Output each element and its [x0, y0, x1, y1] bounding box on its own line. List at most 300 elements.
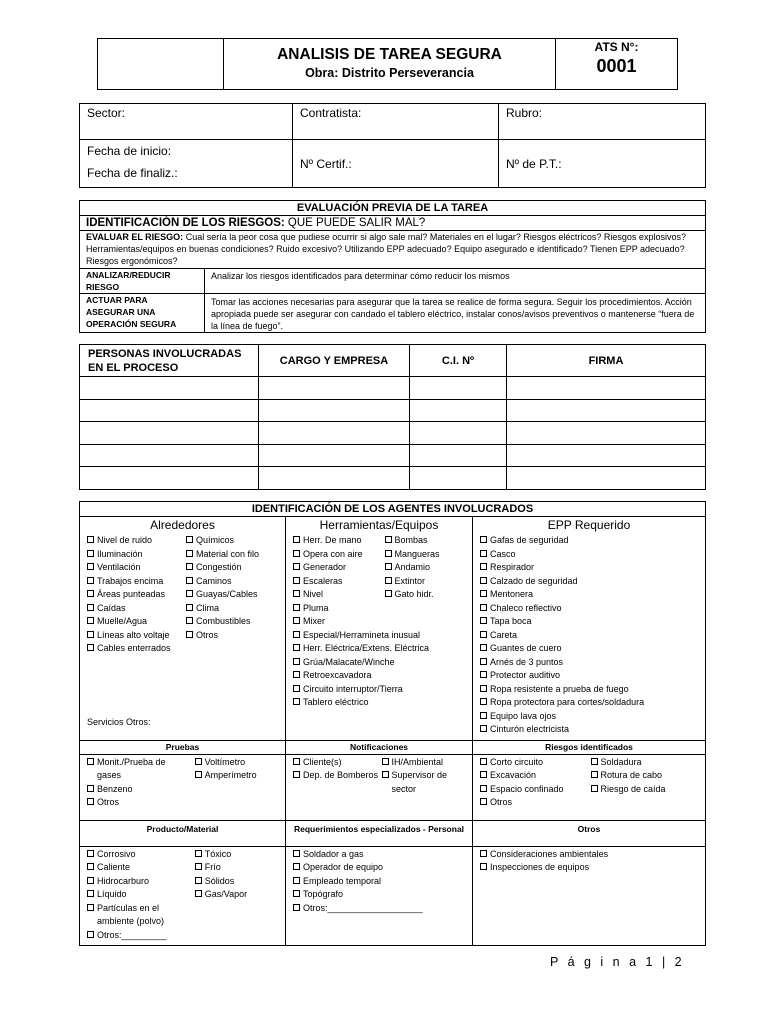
- checkbox-icon[interactable]: [186, 536, 193, 543]
- checkbox-label: Monit./Prueba de gases: [97, 756, 166, 780]
- checkbox-item[interactable]: [293, 575, 377, 589]
- alrededores-header: Alrededores: [80, 517, 286, 534]
- checkbox-label: Extintor: [394, 575, 426, 586]
- checkbox-item[interactable]: [186, 602, 281, 616]
- checkbox-label: Amperímetro: [204, 770, 257, 780]
- checkbox-icon[interactable]: [87, 931, 94, 938]
- checkbox-item[interactable]: [480, 588, 701, 602]
- ci-cell[interactable]: [410, 444, 507, 467]
- checkbox-icon[interactable]: [87, 785, 94, 792]
- checkbox-label: Soldador a gas: [303, 848, 364, 859]
- checkbox-item[interactable]: [293, 683, 468, 697]
- checkbox-item[interactable]: [87, 548, 182, 562]
- checkbox-icon[interactable]: [87, 563, 94, 570]
- checkbox-icon[interactable]: [480, 563, 487, 570]
- herramientas-list-full: [293, 602, 468, 710]
- checkbox-label: Supervisor de sector: [391, 770, 448, 794]
- requerimientos-list: [293, 848, 468, 916]
- notificaciones-header: Notificaciones: [286, 740, 473, 754]
- checkbox-item[interactable]: [87, 796, 191, 810]
- checkbox-icon[interactable]: [591, 785, 598, 792]
- checkbox-item[interactable]: [480, 710, 701, 724]
- rubro-field[interactable]: Rubro:: [499, 104, 706, 140]
- sector-field[interactable]: Sector:: [80, 104, 293, 140]
- checkbox-icon[interactable]: [195, 863, 202, 870]
- checkbox-label: Careta: [490, 629, 518, 640]
- checkbox-item[interactable]: [195, 756, 281, 770]
- checkbox-icon[interactable]: [87, 550, 94, 557]
- checkbox-item[interactable]: [293, 534, 377, 548]
- checkbox-icon[interactable]: [87, 877, 94, 884]
- checkbox-label: Tablero eléctrico: [303, 697, 369, 707]
- info-table: [79, 103, 706, 188]
- checkbox-icon[interactable]: [87, 604, 94, 611]
- checkbox-icon[interactable]: [87, 890, 94, 897]
- checkbox-icon[interactable]: [293, 671, 300, 678]
- checkbox-icon[interactable]: [293, 604, 300, 611]
- checkbox-item[interactable]: [480, 642, 701, 656]
- table-row: [80, 422, 706, 445]
- checkbox-icon[interactable]: [195, 890, 202, 897]
- checkbox-icon[interactable]: [293, 685, 300, 692]
- ats-label: ATS N°:: [594, 40, 639, 54]
- checkbox-icon[interactable]: [186, 617, 193, 624]
- checkbox-item[interactable]: [293, 588, 377, 602]
- checkbox-icon[interactable]: [385, 577, 392, 584]
- checkbox-icon[interactable]: [480, 725, 487, 732]
- checkbox-icon[interactable]: [293, 536, 300, 543]
- checkbox-label: Topógrafo: [303, 889, 344, 899]
- firma-cell[interactable]: [507, 467, 706, 490]
- checkbox-icon[interactable]: [385, 550, 392, 557]
- certif-label: Nº Certif.:: [300, 156, 352, 171]
- checkbox-item[interactable]: [293, 561, 377, 575]
- checkbox-item[interactable]: [195, 769, 281, 783]
- actuar-text: Tomar las acciones necesarias para asegurar que la tarea se realice de forma segura. Seguir los procedimientos. Acción apropiada puede ser asegurar con candado el tablero eléctrico, instalar conos/avisos preventivos o mantenerse “fuera de la línea de fuego”.: [205, 294, 706, 333]
- producto-cell: [80, 846, 286, 946]
- checkbox-label: Nivel de ruido: [97, 535, 153, 545]
- checkbox-item[interactable]: [293, 629, 468, 643]
- checkbox-label: Grúa/Malacate/Winche: [303, 656, 395, 667]
- checkbox-icon[interactable]: [480, 798, 487, 805]
- checkbox-item[interactable]: [87, 848, 195, 862]
- ci-cell[interactable]: [410, 422, 507, 445]
- persona-cell[interactable]: [80, 444, 259, 467]
- otros-list: [480, 848, 701, 875]
- checkbox-icon[interactable]: [293, 771, 300, 778]
- checkbox-label: Retroexcavadora: [303, 670, 372, 680]
- checkbox-item[interactable]: [385, 575, 469, 589]
- checkbox-item[interactable]: [480, 656, 701, 670]
- checkbox-item[interactable]: [480, 723, 701, 737]
- checkbox-label: Clima: [196, 602, 220, 613]
- checkbox-icon[interactable]: [293, 904, 300, 911]
- checkbox-icon[interactable]: [480, 550, 487, 557]
- checkbox-item[interactable]: [87, 534, 182, 548]
- ci-cell[interactable]: [410, 399, 507, 422]
- checkbox-label: Excavación: [490, 770, 537, 780]
- checkbox-item[interactable]: [195, 861, 281, 875]
- checkbox-icon[interactable]: [195, 877, 202, 884]
- checkbox-item[interactable]: [87, 902, 195, 929]
- persona-cell[interactable]: [80, 399, 259, 422]
- checkbox-label: Rotura de cabo: [600, 770, 663, 780]
- pt-field[interactable]: [499, 140, 706, 188]
- dates-cell: [80, 140, 293, 188]
- checkbox-item[interactable]: [480, 756, 591, 770]
- checkbox-icon[interactable]: [186, 604, 193, 611]
- requerimientos-header: Requerimientos especializados - Personal: [286, 820, 473, 846]
- checkbox-label: Arnés de 3 puntos: [490, 656, 564, 667]
- checkbox-item[interactable]: [87, 642, 182, 656]
- checkbox-item[interactable]: [480, 769, 591, 783]
- checkbox-item[interactable]: [293, 861, 468, 875]
- checkbox-icon[interactable]: [480, 771, 487, 778]
- checkbox-label: Ventilación: [97, 562, 141, 572]
- checkbox-icon[interactable]: [480, 604, 487, 611]
- checkbox-item[interactable]: [385, 561, 469, 575]
- cargo-cell[interactable]: [259, 399, 410, 422]
- fecha-finaliz-field[interactable]: Fecha de finaliz.:: [87, 166, 178, 180]
- checkbox-icon[interactable]: [87, 758, 94, 765]
- epp-header: EPP Requerido: [473, 517, 706, 534]
- checkbox-item[interactable]: [480, 548, 701, 562]
- checkbox-icon[interactable]: [591, 771, 598, 778]
- checkbox-icon[interactable]: [87, 577, 94, 584]
- checkbox-label: Sólidos: [204, 875, 235, 886]
- checkbox-item[interactable]: [87, 588, 182, 602]
- checkbox-icon[interactable]: [293, 550, 300, 557]
- checkbox-label: Material con filo: [196, 548, 260, 559]
- table-row: [80, 399, 706, 422]
- header-table: [97, 38, 678, 90]
- cargo-cell[interactable]: [259, 422, 410, 445]
- herramientas-list-b: [377, 534, 469, 602]
- checkbox-icon[interactable]: [480, 850, 487, 857]
- checkbox-label: Bombas: [394, 535, 428, 545]
- checkbox-label: Mixer: [303, 616, 325, 626]
- checkbox-icon[interactable]: [480, 590, 487, 597]
- alrededores-cell: [80, 533, 286, 740]
- persona-cell[interactable]: [80, 377, 259, 400]
- ident-riesgos-row: [80, 216, 706, 231]
- checkbox-label: Benzeno: [97, 783, 133, 794]
- ci-header: C.I. Nº: [410, 345, 507, 377]
- checkbox-label: Espacio confinado: [490, 783, 564, 794]
- title-cell: [224, 39, 556, 90]
- checkbox-label: Mentonera: [490, 589, 534, 599]
- certif-field[interactable]: [293, 140, 499, 188]
- document-title: ANALISIS DE TAREA SEGURA: [277, 46, 502, 63]
- firma-header: FIRMA: [507, 345, 706, 377]
- checkbox-item[interactable]: [480, 561, 701, 575]
- checkbox-icon[interactable]: [293, 644, 300, 651]
- checkbox-label: Calzado de seguridad: [490, 575, 578, 586]
- contratista-field[interactable]: Contratista:: [293, 104, 499, 140]
- checkbox-item[interactable]: [87, 602, 182, 616]
- checkbox-icon[interactable]: [293, 698, 300, 705]
- evaluar-riesgo-label: EVALUAR EL RIESGO:: [86, 232, 184, 242]
- checkbox-item[interactable]: [480, 783, 591, 797]
- checkbox-icon[interactable]: [186, 577, 193, 584]
- herramientas-cell: [286, 533, 473, 740]
- firma-cell[interactable]: [507, 422, 706, 445]
- checkbox-icon[interactable]: [382, 758, 389, 765]
- checkbox-icon[interactable]: [293, 863, 300, 870]
- checkbox-label: Caídas: [97, 602, 126, 613]
- checkbox-icon[interactable]: [293, 890, 300, 897]
- checkbox-label: Caliente: [97, 862, 131, 872]
- checkbox-item[interactable]: [385, 534, 469, 548]
- checkbox-icon[interactable]: [293, 658, 300, 665]
- cargo-cell[interactable]: [259, 467, 410, 490]
- checkbox-icon[interactable]: [480, 712, 487, 719]
- checkbox-item[interactable]: [186, 548, 281, 562]
- checkbox-icon[interactable]: [186, 631, 193, 638]
- checkbox-label: Operador de equipo: [303, 862, 384, 872]
- servicios-otros-field[interactable]: Servicios Otros:: [87, 717, 151, 727]
- checkbox-label: Dep. de Bomberos: [303, 770, 379, 780]
- checkbox-item[interactable]: [480, 861, 701, 875]
- firma-cell[interactable]: [507, 444, 706, 467]
- checkbox-icon[interactable]: [87, 617, 94, 624]
- checkbox-icon[interactable]: [480, 536, 487, 543]
- checkbox-icon[interactable]: [195, 850, 202, 857]
- otros-header: Otros: [473, 820, 706, 846]
- evaluar-riesgo-text: Cual sería la peor cosa que pudiese ocurrir si algo sale mal? Materiales en el lugar? Riesgos eléctricos? Riesgos explosivos? Herramientas/equipos en buenas condiciones? Ruido excesivo? Utilizando EPP adecuado? Equipo asegurado e identificado? Tienen EPP adecuado? Riesgos ergonómicos?: [86, 232, 686, 266]
- checkbox-item[interactable]: [87, 756, 191, 783]
- checkbox-label: Hidrocarburo: [97, 875, 150, 886]
- checkbox-item[interactable]: [382, 756, 469, 770]
- checkbox-label: Líquido: [97, 889, 127, 899]
- checkbox-item[interactable]: [480, 615, 701, 629]
- checkbox-icon[interactable]: [87, 536, 94, 543]
- checkbox-item[interactable]: [293, 548, 377, 562]
- checkbox-item[interactable]: [480, 683, 701, 697]
- checkbox-item[interactable]: [385, 588, 469, 602]
- checkbox-label: Generador: [303, 562, 347, 572]
- agentes-title: IDENTIFICACIÓN DE LOS AGENTES INVOLUCRADOS: [80, 502, 706, 517]
- checkbox-label: Tóxico: [204, 848, 232, 859]
- checkbox-label: Otros: [97, 797, 120, 807]
- checkbox-item[interactable]: [87, 561, 182, 575]
- checkbox-icon[interactable]: [385, 536, 392, 543]
- notificaciones-cell: [286, 754, 473, 820]
- table-row: [80, 444, 706, 467]
- checkbox-icon[interactable]: [195, 758, 202, 765]
- checkbox-label: Congestión: [196, 562, 242, 572]
- checkbox-icon[interactable]: [480, 785, 487, 792]
- notificaciones-list-b: [380, 756, 469, 797]
- checkbox-icon[interactable]: [480, 617, 487, 624]
- checkbox-label: Voltímetro: [204, 756, 246, 767]
- checkbox-label: Partículas en el ambiente (polvo): [97, 902, 165, 926]
- checkbox-item[interactable]: [480, 629, 701, 643]
- checkbox-label: Equipo lava ojos: [490, 710, 557, 721]
- checkbox-icon[interactable]: [480, 658, 487, 665]
- checkbox-icon[interactable]: [186, 550, 193, 557]
- checkbox-item[interactable]: [87, 888, 195, 902]
- checkbox-item[interactable]: [293, 756, 380, 770]
- checkbox-icon[interactable]: [480, 685, 487, 692]
- checkbox-icon[interactable]: [186, 563, 193, 570]
- riesgos-cell: [473, 754, 706, 820]
- epp-list: [480, 534, 701, 737]
- checkbox-label: Ropa protectora para cortes/soldadura: [490, 697, 645, 707]
- checkbox-item[interactable]: [293, 602, 468, 616]
- checkbox-icon[interactable]: [385, 590, 392, 597]
- riesgos-list-a: [480, 756, 591, 810]
- checkbox-icon[interactable]: [480, 698, 487, 705]
- checkbox-item[interactable]: [87, 629, 182, 643]
- checkbox-icon[interactable]: [480, 671, 487, 678]
- checkbox-icon[interactable]: [87, 850, 94, 857]
- otros-cell: [473, 846, 706, 946]
- checkbox-item[interactable]: [293, 902, 468, 916]
- checkbox-item[interactable]: [195, 888, 281, 902]
- checkbox-icon[interactable]: [480, 577, 487, 584]
- checkbox-item[interactable]: [480, 669, 701, 683]
- checkbox-item[interactable]: [186, 575, 281, 589]
- checkbox-icon[interactable]: [293, 850, 300, 857]
- checkbox-item[interactable]: [87, 783, 191, 797]
- riesgos-header: Riesgos identificados: [473, 740, 706, 754]
- checkbox-item[interactable]: [293, 769, 380, 783]
- checkbox-item[interactable]: [186, 561, 281, 575]
- checkbox-label: Pluma: [303, 602, 329, 613]
- checkbox-icon[interactable]: [87, 863, 94, 870]
- checkbox-item[interactable]: [186, 534, 281, 548]
- checkbox-icon[interactable]: [293, 631, 300, 638]
- checkbox-label: Cables enterrados: [97, 643, 171, 653]
- checkbox-item[interactable]: [87, 861, 195, 875]
- ats-number[interactable]: 0001: [596, 56, 637, 76]
- checkbox-icon[interactable]: [591, 758, 598, 765]
- persona-cell[interactable]: [80, 422, 259, 445]
- checkbox-label: Circuito interruptor/Tierra: [303, 683, 403, 694]
- checkbox-item[interactable]: [382, 769, 469, 796]
- checkbox-icon[interactable]: [293, 877, 300, 884]
- producto-list-b: [195, 848, 281, 943]
- checkbox-item[interactable]: [480, 575, 701, 589]
- checkbox-icon[interactable]: [480, 758, 487, 765]
- checkbox-icon[interactable]: [195, 771, 202, 778]
- checkbox-icon[interactable]: [480, 631, 487, 638]
- checkbox-item[interactable]: [186, 615, 281, 629]
- checkbox-item[interactable]: [186, 588, 281, 602]
- checkbox-label: Otros: [490, 797, 513, 807]
- checkbox-label: Escaleras: [303, 575, 343, 586]
- checkbox-label: Otros:___________________: [303, 902, 423, 913]
- checkbox-icon[interactable]: [87, 590, 94, 597]
- cargo-cell[interactable]: [259, 444, 410, 467]
- checkbox-item[interactable]: [591, 769, 702, 783]
- checkbox-item[interactable]: [186, 629, 281, 643]
- checkbox-item[interactable]: [195, 875, 281, 889]
- checkbox-label: Consideraciones ambientales: [490, 848, 609, 859]
- checkbox-item[interactable]: [293, 656, 468, 670]
- checkbox-item[interactable]: [480, 534, 701, 548]
- checkbox-item[interactable]: [480, 848, 701, 862]
- pruebas-list-a: [87, 756, 191, 810]
- checkbox-label: Inspecciones de equipos: [490, 862, 590, 872]
- checkbox-label: Gato hidr.: [394, 589, 434, 599]
- checkbox-icon[interactable]: [87, 644, 94, 651]
- checkbox-item[interactable]: [591, 783, 702, 797]
- checkbox-item[interactable]: [87, 615, 182, 629]
- checkbox-label: Soldadura: [600, 756, 642, 767]
- checkbox-icon[interactable]: [480, 863, 487, 870]
- checkbox-item[interactable]: [293, 615, 468, 629]
- checkbox-item[interactable]: [293, 848, 468, 862]
- logo-cell: [98, 39, 224, 90]
- checkbox-label: Nivel: [303, 589, 324, 599]
- checkbox-item[interactable]: [87, 929, 195, 943]
- checkbox-label: Respirador: [490, 562, 535, 572]
- checkbox-label: Caminos: [196, 575, 232, 586]
- checkbox-label: Tapa boca: [490, 616, 532, 626]
- analizar-label: ANALIZAR/REDUCIR RIESGO: [80, 269, 205, 294]
- checkbox-label: Especial/Herramineta inusual: [303, 629, 421, 640]
- checkbox-icon[interactable]: [87, 631, 94, 638]
- checkbox-icon[interactable]: [293, 617, 300, 624]
- checkbox-label: Opera con aire: [303, 548, 363, 559]
- pruebas-header: Pruebas: [80, 740, 286, 754]
- cargo-cell[interactable]: [259, 377, 410, 400]
- ats-cell: [556, 39, 678, 90]
- firma-cell[interactable]: [507, 399, 706, 422]
- checkbox-item[interactable]: [480, 696, 701, 710]
- alrededores-list-b: [182, 534, 281, 656]
- checkbox-icon[interactable]: [186, 590, 193, 597]
- fecha-inicio-field[interactable]: Fecha de inicio:: [87, 144, 172, 158]
- firma-cell[interactable]: [507, 377, 706, 400]
- checkbox-item[interactable]: [293, 696, 468, 710]
- checkbox-icon[interactable]: [385, 563, 392, 570]
- checkbox-item[interactable]: [480, 796, 591, 810]
- checkbox-icon[interactable]: [293, 563, 300, 570]
- checkbox-label: Áreas punteadas: [97, 589, 166, 599]
- table-row: [80, 467, 706, 490]
- evaluar-riesgo-row: [80, 231, 706, 269]
- analizar-text: Analizar los riesgos identificados para determinar cómo reducir los mismos: [205, 269, 706, 294]
- ci-cell[interactable]: [410, 467, 507, 490]
- checkbox-icon[interactable]: [293, 577, 300, 584]
- checkbox-icon[interactable]: [382, 771, 389, 778]
- checkbox-label: IH/Ambiental: [391, 756, 444, 767]
- checkbox-label: Andamio: [394, 562, 431, 572]
- checkbox-icon[interactable]: [293, 590, 300, 597]
- checkbox-item[interactable]: [87, 875, 195, 889]
- checkbox-item[interactable]: [293, 642, 468, 656]
- checkbox-item[interactable]: [591, 756, 702, 770]
- checkbox-item[interactable]: [87, 575, 182, 589]
- checkbox-item[interactable]: [385, 548, 469, 562]
- checkbox-icon[interactable]: [480, 644, 487, 651]
- checkbox-item[interactable]: [480, 602, 701, 616]
- ident-riesgos-label: IDENTIFICACIÓN DE LOS RIESGOS:: [86, 217, 285, 229]
- checkbox-item[interactable]: [293, 875, 468, 889]
- persona-cell[interactable]: [80, 467, 259, 490]
- ci-cell[interactable]: [410, 377, 507, 400]
- checkbox-icon[interactable]: [293, 758, 300, 765]
- checkbox-icon[interactable]: [87, 904, 94, 911]
- checkbox-item[interactable]: [195, 848, 281, 862]
- checkbox-item[interactable]: [293, 888, 468, 902]
- checkbox-icon[interactable]: [87, 798, 94, 805]
- checkbox-label: Otros: [196, 629, 219, 640]
- checkbox-item[interactable]: [293, 669, 468, 683]
